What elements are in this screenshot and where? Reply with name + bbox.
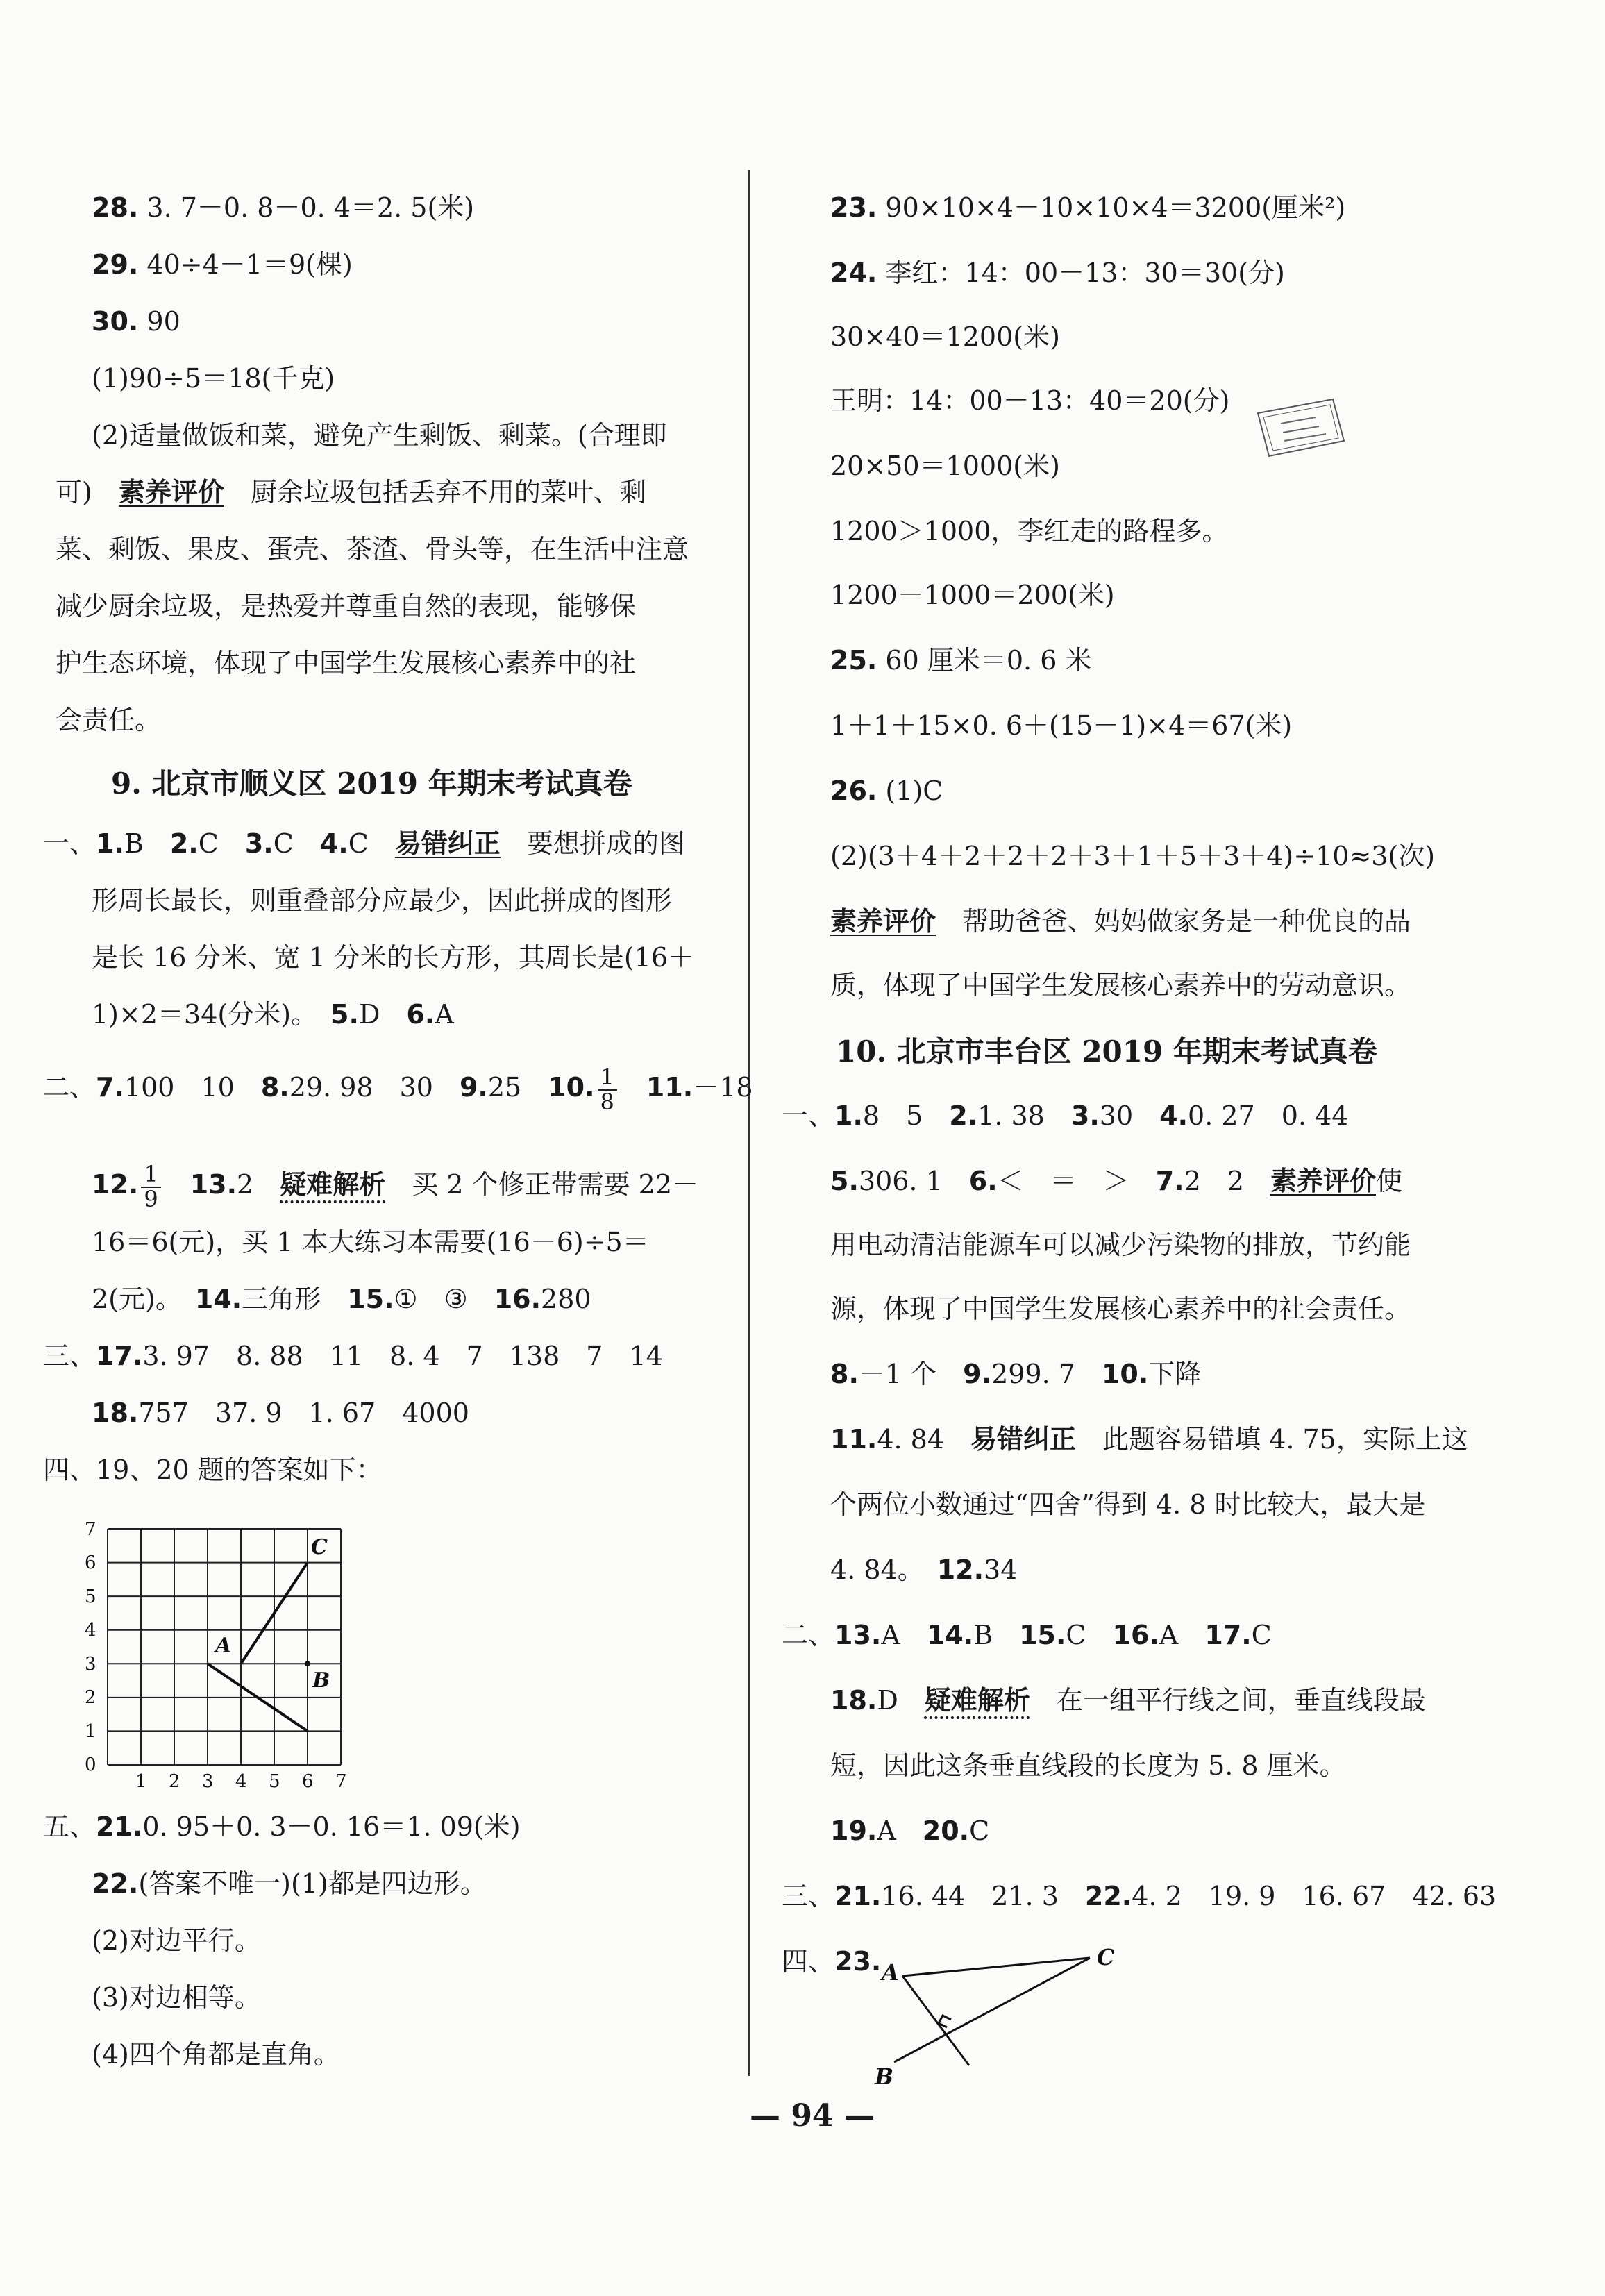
- keyword-error-correction: 易错纠正: [394, 828, 501, 859]
- x-tick: 6: [302, 1771, 314, 1791]
- keyword-evaluation: 素养评价: [830, 906, 936, 937]
- s9-line5: 二、7.100 10 8.29. 98 30 9.25 10. $\frac{1}{8}$ 11.－18: [43, 1064, 753, 1115]
- x-tick: 7: [335, 1771, 347, 1791]
- keyword-evaluation: 素养评价: [118, 477, 224, 508]
- x-tick: 2: [169, 1771, 180, 1791]
- x-tick: 4: [235, 1771, 247, 1791]
- text-line: 是长 16 分米、宽 1 分米的长方形，其周长是(16＋: [92, 942, 695, 973]
- y-tick: 5: [85, 1586, 96, 1607]
- answer-28: 28. 3. 7－0. 8－0. 4＝2. 5(米): [92, 192, 475, 223]
- s10-line6: 11.4. 84 易错纠正 此题容易错填 4. 75，实际上这: [830, 1424, 1468, 1455]
- answer-29: 29. 40÷4－1＝9(棵): [92, 249, 353, 280]
- text-line: 菜、剩饭、果皮、蛋壳、茶渣、骨头等，在生活中注意: [56, 534, 689, 564]
- triangle-b-label: B: [875, 2063, 894, 2090]
- point-a-label: A: [215, 1634, 232, 1658]
- s10-line12: 19.A 20.C: [830, 1816, 990, 1846]
- answer-30-part1: (1)90÷5＝18(千克): [92, 363, 335, 394]
- s9-line4: 1)×2＝34(分米)。 5.D 6.A: [92, 999, 454, 1030]
- page-number: — 94 —: [750, 2098, 875, 2134]
- answer-30: 30. 90: [92, 306, 180, 337]
- s9-line8: 2(元)。 14.三角形 15.① ③ 16.280: [92, 1284, 591, 1314]
- triangle-figure: [854, 1937, 1145, 2097]
- answer-30-part2: (2)适量做饭和菜，避免产生剩饭、剩菜。(合理即: [92, 420, 667, 451]
- text-line: 16＝6(元)，买 1 本大练习本需要(16－6)÷5＝: [92, 1227, 649, 1257]
- text-line: 个两位小数通过“四舍”得到 4. 8 时比较大，最大是: [830, 1489, 1426, 1520]
- triangle-c-label: C: [1097, 1944, 1115, 1970]
- answer-21: 五、21.0. 95＋0. 3－0. 16＝1. 09(米): [43, 1811, 521, 1842]
- s10-line2: 5.306. 1 6.＜ ＝ ＞ 7.2 2 素养评价使: [830, 1166, 1402, 1196]
- section-10-title: 10. 北京市丰台区 2019 年期末考试真卷: [836, 1034, 1377, 1069]
- section-9-title: 9. 北京市顺义区 2019 年期末考试真卷: [111, 766, 632, 801]
- text-line: 质，体现了中国学生发展核心素养中的劳动意识。: [830, 970, 1411, 1000]
- y-tick: 0: [85, 1754, 96, 1775]
- text-line: 1＋1＋15×0. 6＋(15－1)×4＝67(米): [830, 710, 1293, 741]
- s10-line5: 8.－1 个 9.299. 7 10.下降: [830, 1359, 1202, 1389]
- text-line: 30×40＝1200(米): [830, 321, 1060, 352]
- answer-22: 22.(答案不唯一)(1)都是四边形。: [92, 1868, 487, 1899]
- s9-line1: 一、1.B 2.C 3.C 4.C 易错纠正 要想拼成的图: [43, 828, 685, 859]
- fraction: $\frac{1}{9}$: [141, 1163, 160, 1211]
- coordinate-grid: [69, 1514, 361, 1791]
- s9-line9: 三、17.3. 97 8. 88 11 8. 4 7 138 7 14: [43, 1341, 663, 1371]
- text-line: (3)对边相等。: [92, 1982, 261, 2013]
- fraction: $\frac{1}{8}$: [598, 1066, 617, 1114]
- x-tick: 3: [202, 1771, 214, 1791]
- s10-line8: 4. 84。 12.34: [830, 1555, 1018, 1585]
- stamp-icon: [1250, 392, 1352, 469]
- s9-line10: 18.757 37. 9 1. 67 4000: [92, 1398, 469, 1428]
- y-tick: 2: [85, 1687, 96, 1708]
- text-line: (2)(3＋4＋2＋2＋2＋3＋1＋5＋3＋4)÷10≈3(次): [830, 841, 1436, 871]
- text-line: 短，因此这条垂直线段的长度为 5. 8 厘米。: [830, 1750, 1346, 1781]
- y-tick: 4: [85, 1620, 96, 1641]
- text-line: 源，体现了中国学生发展核心素养中的社会责任。: [830, 1293, 1411, 1324]
- point-b-label: B: [312, 1668, 330, 1693]
- text-line: (2)对边平行。: [92, 1925, 261, 1956]
- triangle-a-label: A: [882, 1959, 899, 1986]
- text-line: 王明：14：00－13：40＝20(分): [830, 385, 1230, 416]
- answer-26-eval: 素养评价 帮助爸爸、妈妈做家务是一种优良的品: [830, 906, 1411, 937]
- y-tick: 6: [85, 1552, 96, 1573]
- answer-25: 25. 60 厘米＝0. 6 米: [830, 645, 1092, 676]
- keyword-analysis: 疑难解析: [280, 1169, 386, 1200]
- keyword-analysis: 疑难解析: [924, 1685, 1030, 1716]
- answer-24: 24. 李红：14：00－13：30＝30(分): [830, 258, 1285, 288]
- y-tick: 7: [85, 1519, 96, 1540]
- y-tick: 3: [85, 1654, 96, 1675]
- text-line: 形周长最长，则重叠部分应最少，因此拼成的图形: [92, 885, 673, 916]
- keyword-error-correction: 易错纠正: [970, 1424, 1077, 1455]
- s10-line1: 一、1.8 5 2.1. 38 3.30 4.0. 27 0. 44: [782, 1100, 1349, 1131]
- answer-23: 23. 90×10×4－10×10×4＝3200(厘米²): [830, 192, 1346, 223]
- text-line: 20×50＝1000(米): [830, 451, 1060, 481]
- point-c-label: C: [311, 1535, 328, 1559]
- s10-line10: 18.D 疑难解析 在一组平行线之间，垂直线段最: [830, 1685, 1426, 1716]
- text-line: 护生态环境，体现了中国学生发展核心素养中的社: [56, 648, 637, 678]
- x-tick: 1: [135, 1771, 147, 1791]
- x-tick: 5: [269, 1771, 280, 1791]
- text-line: 会责任。: [56, 705, 162, 735]
- text-line: 减少厨余垃圾，是热爱并尊重自然的表现，能够保: [56, 591, 637, 621]
- column-divider: [748, 170, 750, 2076]
- answer-26: 26. (1)C: [830, 776, 943, 806]
- text-line: (4)四个角都是直角。: [92, 2039, 340, 2070]
- answer-30-eval: 可) 素养评价 厨余垃圾包括丢弃不用的菜叶、剩: [56, 477, 646, 508]
- y-tick: 1: [85, 1721, 96, 1742]
- keyword-evaluation: 素养评价: [1270, 1166, 1376, 1196]
- s10-line13: 三、21.16. 44 21. 3 22.4. 2 19. 9 16. 67 42. 63: [782, 1881, 1497, 1911]
- text-line: 用电动清洁能源车可以减少污染物的排放，节约能: [830, 1230, 1411, 1260]
- text-line: 1200＞1000，李红走的路程多。: [830, 516, 1229, 546]
- s9-line11: 四、19、20 题的答案如下：: [43, 1455, 383, 1485]
- text-line: 1200－1000＝200(米): [830, 580, 1115, 610]
- s10-line9: 二、13.A 14.B 15.C 16.A 17.C: [782, 1620, 1272, 1650]
- s9-line6: 12. $\frac{1}{9}$ 13.2 疑难解析 买 2 个修正带需要 22－: [92, 1161, 699, 1212]
- s10-line14: 四、23.: [782, 1946, 882, 1977]
